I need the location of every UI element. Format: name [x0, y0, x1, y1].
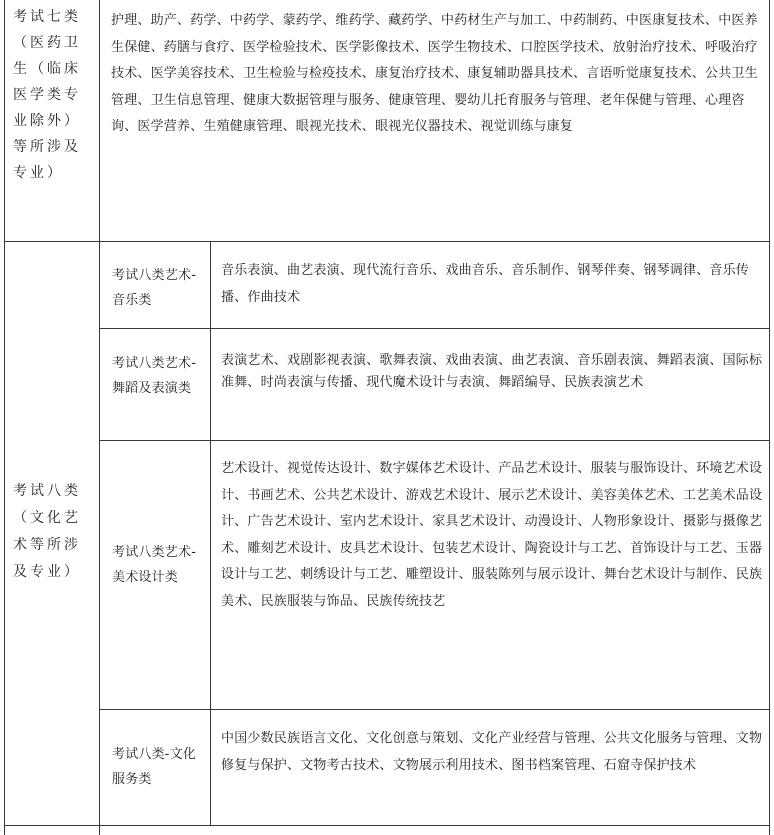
divider-row-exam-8 — [4, 825, 770, 826]
divider-sub-fine-art — [99, 709, 770, 710]
majors-text: 艺术设计、视觉传达设计、数字媒体艺术设计、产品艺术设计、服装与服饰设计、环境艺术设计、书画艺术、公共艺术设计、游戏艺术设计、展示艺术设计、美容美体艺术、工艺美术品设计、广告艺术设计、室内艺术设计、家具艺术设计、动漫设计、人物形象设计、摄影与摄像艺术、雕刻艺术设计、皮具艺术设计、包装艺术设计、陶瓷设计与工艺、首饰设计与工艺、玉器设计与工艺、刺绣设计与工艺、雕塑设计、服装陈列与展示设计、舞台艺术设计与制作、民族美术、民族服装与饰品、民族传统技艺 — [221, 461, 763, 609]
category-label: 考试七类（医药卫生（临床医学类专业除外）等所涉及专业） — [13, 9, 81, 181]
subcategory-cell-music — [106, 259, 210, 329]
majors-cell-music — [217, 258, 770, 328]
subcategory-cell-fine-art-design — [106, 540, 210, 620]
category-cell-exam-8 — [7, 478, 97, 618]
border-left — [4, 0, 5, 835]
category-cell-exam-7 — [7, 4, 97, 240]
majors-cell-fine-art-design — [217, 456, 770, 706]
divider-sub-music — [99, 328, 770, 329]
majors-text: 护理、助产、药学、中药学、蒙药学、维药学、藏药学、中药材生产与加工、中药制药、中医康复技术、中医养生保健、药膳与食疗、医学检验技术、医学影像技术、医学生物技术、口腔医学技术、放射治疗技术、呼吸治疗技术、医学美容技术、卫生检验与检疫技术、康复治疗技术、康复辅助器具技术、言语听觉康复技术、公共卫生管理、卫生信息管理、健康大数据管理与服务、健康管理、婴幼儿托育服务与管理、老年保健与管理、心理咨询、医学营养、生殖健康管理、眼视光技术、眼视光仪器技术、视觉训练与康复 — [111, 13, 758, 134]
category-label: 考试八类（文化艺术等所涉及专业） — [13, 483, 81, 580]
subcategory-cell-dance-performance — [106, 351, 210, 439]
majors-cell-cultural-service — [217, 726, 770, 816]
majors-text: 表演艺术、戏剧影视表演、歌舞表演、戏曲表演、曲艺表演、音乐剧表演、舞蹈表演、国际标准舞、时尚表演与传播、现代魔术设计与表演、舞蹈编导、民族表演艺术 — [221, 353, 763, 390]
majors-text: 音乐表演、曲艺表演、现代流行音乐、戏曲音乐、音乐制作、钢琴伴奏、钢琴调律、音乐传播、作曲技术 — [221, 263, 750, 305]
majors-cell-exam-7 — [105, 8, 770, 240]
subcategory-label: 考试八类艺术-音乐类 — [112, 268, 197, 308]
majors-text: 中国少数民族语言文化、文化创意与策划、文化产业经营与管理、公共文化服务与管理、文物修复与保护、文物考古技术、文物展示利用技术、图书档案管理、石窟寺保护技术 — [221, 731, 763, 773]
subcategory-cell-cultural-service — [106, 742, 210, 798]
subcategory-label: 考试八类艺术-美术设计类 — [112, 545, 197, 585]
subcategory-label: 考试八类艺术-舞蹈及表演类 — [112, 356, 197, 396]
divider-row-exam-7 — [4, 241, 770, 242]
majors-cell-dance-performance — [217, 350, 770, 438]
subcategory-label: 考试八类-文化服务类 — [112, 747, 197, 787]
divider-sub-dance — [99, 440, 770, 441]
